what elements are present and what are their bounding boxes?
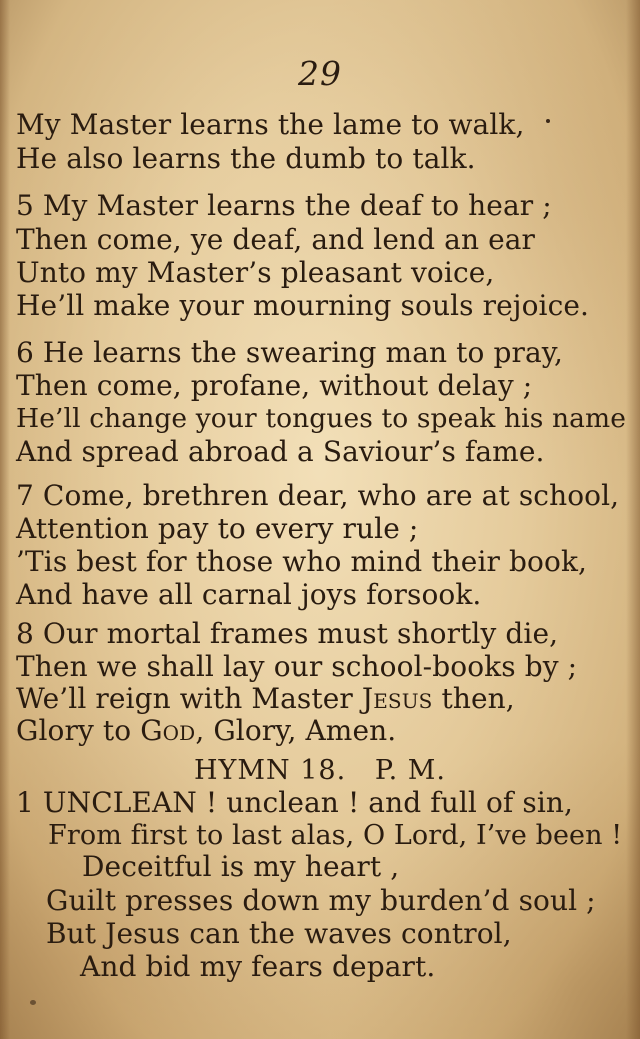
verse-line — [16, 714, 396, 748]
hymn-line: But Jesus can the waves control, — [46, 917, 512, 950]
verse-text: , Glory, Amen. — [195, 714, 397, 747]
verse-text: We’ll reign with Master — [16, 682, 362, 715]
verse-line: 7 Come, brethren dear, who are at school, — [16, 479, 620, 512]
verse-text: then, — [432, 682, 515, 715]
small-caps-name: Jesus — [361, 682, 433, 715]
page-edge-right — [626, 0, 640, 1039]
verse-line: He’ll change your tongues to speak his name — [16, 403, 627, 434]
page-edge-left — [0, 0, 10, 1039]
verse-line: And have all carnal joys forsook. — [16, 578, 482, 611]
verse-line: He’ll make your mourning souls rejoice. — [16, 289, 590, 322]
verse-line: Attention pay to every rule ; — [16, 512, 419, 545]
verse-line: And spread abroad a Saviour’s fame. — [16, 435, 545, 468]
small-caps-name: God — [140, 714, 196, 747]
hymn-line: From first to last alas, O Lord, I’ve been ! — [48, 820, 623, 851]
hymn-heading: HYMN 18. P. M. — [194, 755, 446, 786]
verse-line: Unto my Master’s pleasant voice, — [16, 256, 495, 289]
ink-speck — [30, 1000, 36, 1005]
hymn-line: 1 UNCLEAN ! unclean ! and full of sin, — [16, 786, 574, 819]
verse-line: My Master learns the lame to walk, — [16, 108, 525, 141]
verse-text: Glory to — [16, 714, 141, 747]
hymn-line: And bid my fears depart. — [80, 950, 436, 983]
verse-line: Then come, ye deaf, and lend an ear — [16, 223, 536, 256]
verse-line: 5 My Master learns the deaf to hear ; — [16, 189, 552, 222]
verse-line: Then we shall lay our school-books by ; — [16, 650, 578, 683]
ink-speck — [546, 119, 550, 123]
verse-line: He also learns the dumb to talk. — [16, 142, 476, 175]
verse-line — [16, 682, 515, 716]
page-number: 29 — [298, 54, 342, 93]
hymn-line: Guilt presses down my burden’d soul ; — [46, 884, 596, 917]
verse-line: 6 He learns the swearing man to pray, — [16, 336, 563, 369]
verse-line: Then come, profane, without delay ; — [16, 369, 533, 402]
verse-line: ’Tis best for those who mind their book, — [16, 545, 588, 578]
hymn-line: Deceitful is my heart , — [82, 850, 400, 883]
verse-line: 8 Our mortal frames must shortly die, — [16, 617, 559, 650]
